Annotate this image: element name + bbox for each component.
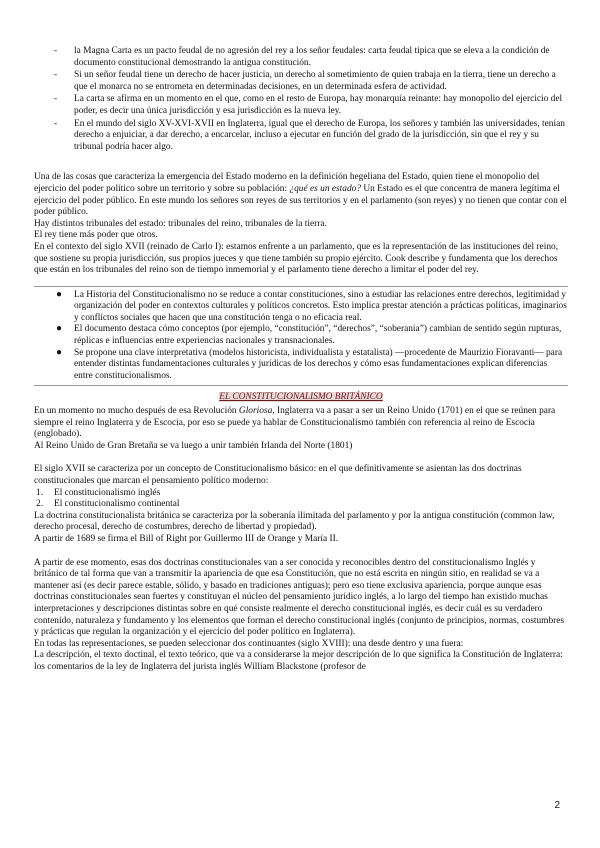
paragraph-siglo-xvii: El siglo XVII se caracteriza por un concepto de Constitucionalismo básico: en el que definitivamente se asientan las dos doctrinas constitucionales que marcan el pensamiento político moderno: — [34, 464, 522, 486]
list-item: - La carta se afirma en un momento en el que, como en el resto de Europa, hay monarquía reinante: hay monopolio del ejercicio del poder, es decir una única jurisdicción y esa jurisdicción es la nueva ley. — [54, 94, 563, 116]
paragraph-doctrina: La doctrina constitucionalista británica se caracteriza por la soberanía ilimitada del parlamento y por la antigua constitución (common law, derecho procesal, derecho de costumbres, derecho de libertad y propiedad). — [34, 510, 555, 533]
page-number: 2 — [554, 800, 560, 811]
line-descripcion: La descripción, el texto doctinal, el texto teórico, que va a considerarse la mejor descripción de lo que significa la Constitución de Inglaterra: los comentarios de la ley de Inglaterra del jurista inglés William Blackstone (profesor de — [34, 650, 563, 672]
line-1689: A partir de 1689 se firma el Bill of Right por Guillermo III de Orange y María II. — [34, 533, 339, 544]
list-item: 2. El constitucionalismo continental — [36, 499, 180, 510]
list-item: 1. El constitucionalismo inglés — [36, 487, 161, 498]
list-item: ● La Historia del Constitucionalismo no se reduce a contar constituciones, sino a estudiar las relaciones entre derechos, legitimidad y organización del poder en contextos culturales y políticos concretos. Esto implica prestar atención a prácticas políticas, imaginarios y conflictos sociales que hacen que una constitución tenga o no eficacia real. — [56, 288, 567, 323]
line-rey: El rey tiene más poder que otros. — [34, 230, 158, 241]
list-item: - En el mundo del siglo XV-XVI-XVII en Inglaterra, igual que el derecho de Europa, los señores y también las universidades, tenían derecho a enjuiciar, a dar derecho, a encarcelar, incluso a ejecutar en función del grado de la jurisdicción, sin que el rey y su tribunal podría hacer algo. — [54, 118, 565, 152]
paragraph-final: A partir de ese momento, esas dos doctrinas constitucionales van a ser conocida y reconocibles dentro del constitucionalismo Inglés y británico de tal forma que van a transmitir la apariencia de que esa Constitución, que no está escrita en ningún sitio, en realidad se va a mantener así (es decir parece estable, sólido, y basado en tradiciones antiguas); pero eso tiene exclusiva apariencia, porque aunque esas doctrinas constitucionales sean fuertes y constituyan el núcleo del pensamiento jurídico inglés, a lo largo del tiempo han existido muchas interpretaciones y descripciones distintas sobre en qué consiste realmente el derecho constitucional inglés, es decir cuál es su verdadero contenido, naturaleza y fundamento y los elementos que forman el derecho constitucional inglés (conjunto de principios, normas, costumbres y prácticas que regulan la organización y el ejercicio del poder político en Inglaterra). — [34, 557, 565, 638]
question-text: ¿qué es un estado? — [289, 183, 362, 194]
section-heading: EL CONSTITUCIONALISMO BRITÁNICO — [219, 392, 383, 403]
list-item: ● El documento destaca cómo conceptos (por ejemplo, “constitución”, “derechos”, “soberanía”) cambian de sentido según rupturas, réplicas e influencias entre experiencias nacionales y transnacionales. — [56, 323, 562, 347]
line-irlanda: Al Reino Unido de Gran Bretaña se va luego a unir también Irlanda del Norte (1801) — [34, 440, 353, 451]
line-representaciones: En todas las representaciones, se pueden seleccionar dos continuantes (siglo XVIII): una desde dentro y una fuera: — [34, 638, 464, 649]
bullet-icon: ● — [56, 346, 63, 358]
document-page — [34, 46, 568, 674]
summary-box — [34, 286, 568, 387]
bullet-icon: ● — [56, 288, 63, 300]
line-tribunales: Hay distintos tribunales del estado: tribunales del reino, tribunales de la tierra. — [34, 218, 327, 229]
paragraph-estado: Una de las cosas que caracteriza la emergencia del Estado moderno en la definición hegeliana del Estado, quien tiene el monopolio del ejercicio del poder político sobre un territorio y sobre su población: ¿qué es un estado? Un Estado es el que concentra de manera legítima el ejercicio del poder público. En este mundo los señores son reyes de sus territorios y en el parlamento (son reyes) y no tienen que contar con el poder público. — [34, 172, 567, 218]
bullet-icon: ● — [56, 323, 63, 335]
list-item: - Si un señor feudal tiene un derecho de hacer justicia, un derecho al sometimiento de quien trabaja en la tierra, tiene un derecho a que el monarca no se entrometa en determinadas decisiones, en un determinada esfera de actividad. — [54, 70, 556, 92]
doctrines-list — [34, 488, 568, 511]
paragraph-carlo: En el contexto del siglo XVII (reinado de Carlo I): estamos enfrente a un parlamento, que es la representación de las instituciones del reino, que sostiene su propia jurisdicción, sus propios jueces y que tiene también su propio ejército. Cook describe y fundamenta que los derechos que están en los tribunales del reino son de tiempo inmemorial y el parlamento tiene derecho a limitar el poder del rey. — [34, 241, 559, 276]
paragraph-reino-unido: En un momento no mucho después de esa Revolución Gloriosa, Inglaterra va a pasar a ser un Reino Unido (1701) en el que se reúnen para siempre el reino Inglaterra y de Escocia, por eso se puede ya hablar de Constitucionalismo también con referencia al reino de Escocia (englobado). — [34, 406, 556, 440]
list-item: ● Se propone una clave interpretativa (modelos historicista, individualista y estatalista) —procedente de Maurizio Fioravanti— para entender distintas fundamentaciones culturales y jurídicas de los derechos y cómo esas fundamentaciones explican diferencias entre constitucionalismos. — [56, 346, 563, 381]
list-item: - la Magna Carta es un pacto feudal de no agresión del rey a los señor feudales: carta feudal típica que se eleva a la condición de documento constitucional demostrando la antigua constitución. — [54, 46, 550, 68]
intro-dash-list — [34, 46, 568, 153]
